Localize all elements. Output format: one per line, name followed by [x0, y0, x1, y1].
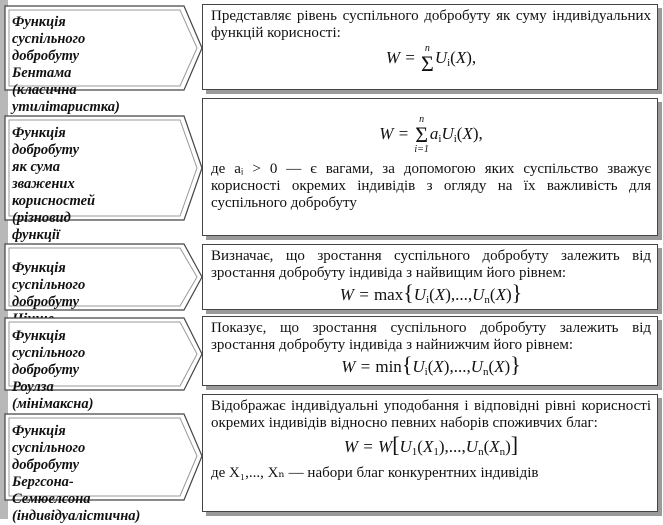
row-rawls [0, 312, 663, 412]
label-line: Функція суспільного [12, 260, 86, 293]
label-line: як сума зважених [12, 159, 75, 192]
label-line: Функція суспільного [12, 14, 86, 47]
row-nietzsche [0, 238, 663, 316]
formula-nietzsche: $W = \max\{U_i(X),...,U_n(X)\}$ [339, 280, 523, 306]
formula-bergson: $W = W[U_1(X_1),...,U_n(X_n)]$ [343, 432, 519, 458]
weights-note: де aᵢ > 0 — є вагами, за допомогою яких суспільство зважує корисності окремих індивідів з огляду на їх важливість для суспільного добробуту [211, 161, 651, 211]
label-line: Семюелсона [12, 491, 91, 507]
note-text: де X₁,..., Xₙ — набори благ конкурентних індивідів [211, 465, 539, 481]
label-line: Функція суспільного [12, 423, 86, 456]
description: Визначає, що зростання суспільного добробуту залежить від зростання добробуту індивіда з найвищим його рівнем: [211, 248, 651, 281]
label-line: корисностей [12, 193, 96, 209]
description: Показує, що зростання суспільного добробуту залежить від зростання добробуту індивіда з найнижчим його рівнем: [211, 320, 651, 353]
label-line: Функція добробуту [12, 125, 80, 158]
label-line: (різновид функції [12, 210, 71, 243]
description: Відображає індивідуальні уподобання і відповідні рівні корисності окремих індивідів відносно певних наборів споживчих благ: [211, 398, 651, 431]
label-line: (індивідуалістична) [12, 508, 141, 524]
label-line: добробуту Бергсона- [12, 457, 80, 490]
panel-rawls [202, 316, 658, 386]
label-text-bergson [12, 423, 140, 525]
bundles-note [211, 465, 651, 482]
label-line: утилітаристка) [12, 99, 120, 115]
label-line: (класична [12, 82, 77, 98]
row-bentham [0, 2, 663, 115]
label-line: добробуту [12, 294, 80, 310]
row-bergson [0, 390, 663, 524]
label-line: (мінімаксна) [12, 396, 94, 412]
description: Представляє рівень суспільного добробуту як суму індивідуальних функцій корисності: [211, 8, 651, 41]
panel-bergson [202, 394, 658, 512]
label-line: Функція суспільного [12, 328, 86, 361]
panel-bentham [202, 4, 658, 90]
formula-rawls: $W = \min\{U_i(X),...,U_n(X)\}$ [341, 352, 521, 378]
formula-bentham: W = n Σ $U_i(X)$, [385, 43, 477, 76]
formula-weighted: W = n Σ i=1 $a_iU_i(X)$, [379, 114, 483, 155]
label-line: добробуту Бентама [12, 48, 80, 81]
label-line: добробуту Роулза [12, 362, 80, 395]
panel-weighted [202, 98, 658, 236]
panel-nietzsche [202, 244, 658, 310]
row-weighted [0, 94, 663, 243]
